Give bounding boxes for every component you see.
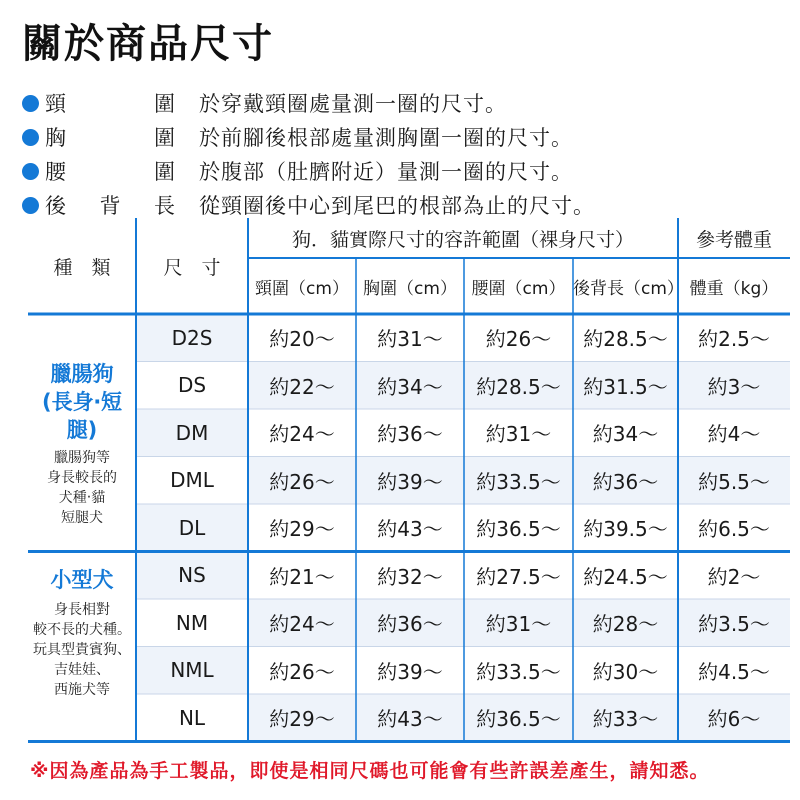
group-desc: 身長較長的 [47,470,117,486]
size-cell: D2S [171,325,213,350]
waist-cell: 約36.5～ [476,517,561,542]
waist-cell: 約31～ [485,422,552,447]
bullet-icon [22,197,39,214]
header-neck: 頸圍（cm） [255,278,349,299]
definitions-list [22,86,782,222]
definition-term: 胸 圍 [45,126,175,150]
definition-row-waist [22,154,782,188]
definition-term: 後 背 長 [45,194,175,218]
size-cell: NL [178,705,206,730]
definition-row-chest [22,120,782,154]
header-back: 後背長（cm） [573,278,684,299]
waist-cell: 約33.5～ [476,469,561,494]
weight-cell: 約3.5～ [698,612,770,637]
waist-cell: 約36.5～ [476,707,561,732]
chest-cell: 約39～ [377,469,443,494]
group-desc: 較不長的犬種。 [33,621,131,638]
group-small-dog [28,566,136,700]
neck-cell: 約20～ [269,327,335,352]
chest-cell: 約31～ [377,327,443,352]
back-cell: 約30～ [592,659,659,684]
group-name: 小型犬 [50,567,114,592]
header-waist: 腰圍（cm） [471,278,566,299]
size-cell: DL [178,515,206,540]
size-cell: DS [177,373,207,398]
header-chest: 胸圍（cm） [363,278,457,299]
size-cell: NM [175,610,209,635]
neck-cell: 約24～ [269,422,335,447]
definition-desc: 於前腳後根部處量測胸圍一圈的尺寸。 [199,126,573,150]
waist-cell: 約31～ [485,612,552,637]
group-desc: 身長相對 [54,601,110,618]
neck-cell: 約22～ [269,374,335,399]
back-cell: 約36～ [592,469,659,494]
weight-cell: 約4.5～ [698,659,770,684]
chest-cell: 約39～ [377,659,443,684]
back-cell: 約31.5～ [583,374,668,399]
neck-cell: 約26～ [269,659,335,684]
bullet-icon [22,95,39,112]
neck-cell: 約26～ [269,469,335,494]
header-range: 狗．貓實際尺寸的容許範圍（裸身尺寸） [291,228,634,251]
back-cell: 約24.5～ [583,564,668,589]
group-desc: 西施犬等 [54,681,110,698]
back-cell: 約28～ [592,612,659,637]
neck-cell: 約29～ [269,707,335,732]
footnote: ※因為產品為手工製品，即使是相同尺碼也可能會有些許誤差產生，請知悉。 [30,760,710,782]
weight-cell: 約5.5～ [698,469,770,494]
weight-cell: 約2.5～ [698,327,770,352]
group-desc: 吉娃娃、 [54,661,110,678]
weight-cell: 約4～ [707,422,761,447]
size-cell: NML [170,658,214,683]
group-desc: 臘腸狗等 [54,450,110,466]
group-dachshund [28,360,136,528]
definition-row-back [22,188,782,222]
definition-desc: 於腹部（肚臍附近）量測一圈的尺寸。 [199,160,573,184]
neck-cell: 約24～ [269,612,335,637]
back-cell: 約39.5～ [583,517,668,542]
definition-desc: 於穿戴頸圈處量測一圈的尺寸。 [199,92,507,116]
neck-cell: 約21～ [269,564,335,589]
weight-cell: 約2～ [707,564,761,589]
chest-cell: 約36～ [377,612,443,637]
group-name-sub: (長身‧短腿) [42,390,122,442]
chest-cell: 約43～ [377,707,443,732]
group-desc: 犬種‧貓 [58,490,106,506]
group-desc: 短腿犬 [61,510,103,526]
weight-cell: 約6～ [707,707,761,732]
chest-cell: 約36～ [377,422,443,447]
chest-cell: 約32～ [377,564,443,589]
waist-cell: 約28.5～ [476,374,561,399]
group-desc: 玩具型貴賓狗、 [33,641,131,658]
page-title: 關於商品尺寸 [22,21,274,67]
waist-cell: 約33.5～ [476,659,561,684]
weight-cell: 約6.5～ [698,517,770,542]
back-cell: 約34～ [592,422,659,447]
size-cell: DML [170,468,214,493]
back-cell: 約28.5～ [583,327,668,352]
header-weight: 體重（kg） [689,278,779,299]
bullet-icon [22,163,39,180]
definition-term: 腰 圍 [45,160,175,184]
header-ref-weight: 參考體重 [695,228,772,251]
size-cell: NS [178,563,206,588]
chest-cell: 約34～ [377,374,443,399]
header-size: 尺 寸 [163,256,221,279]
waist-cell: 約27.5～ [476,564,561,589]
back-cell: 約33～ [592,707,659,732]
weight-cell: 約3～ [707,374,761,399]
size-table [28,218,790,743]
bullet-icon [22,129,39,146]
waist-cell: 約26～ [485,327,552,352]
chest-cell: 約43～ [377,517,443,542]
neck-cell: 約29～ [269,517,335,542]
definition-row-neck [22,86,782,120]
definition-desc: 從頸圈後中心到尾巴的根部為止的尺寸。 [199,194,595,218]
size-cell: DM [175,420,209,445]
header-type: 種 類 [53,256,111,279]
group-name: 臘腸狗 [50,362,114,386]
definition-term: 頸 圍 [45,92,175,116]
